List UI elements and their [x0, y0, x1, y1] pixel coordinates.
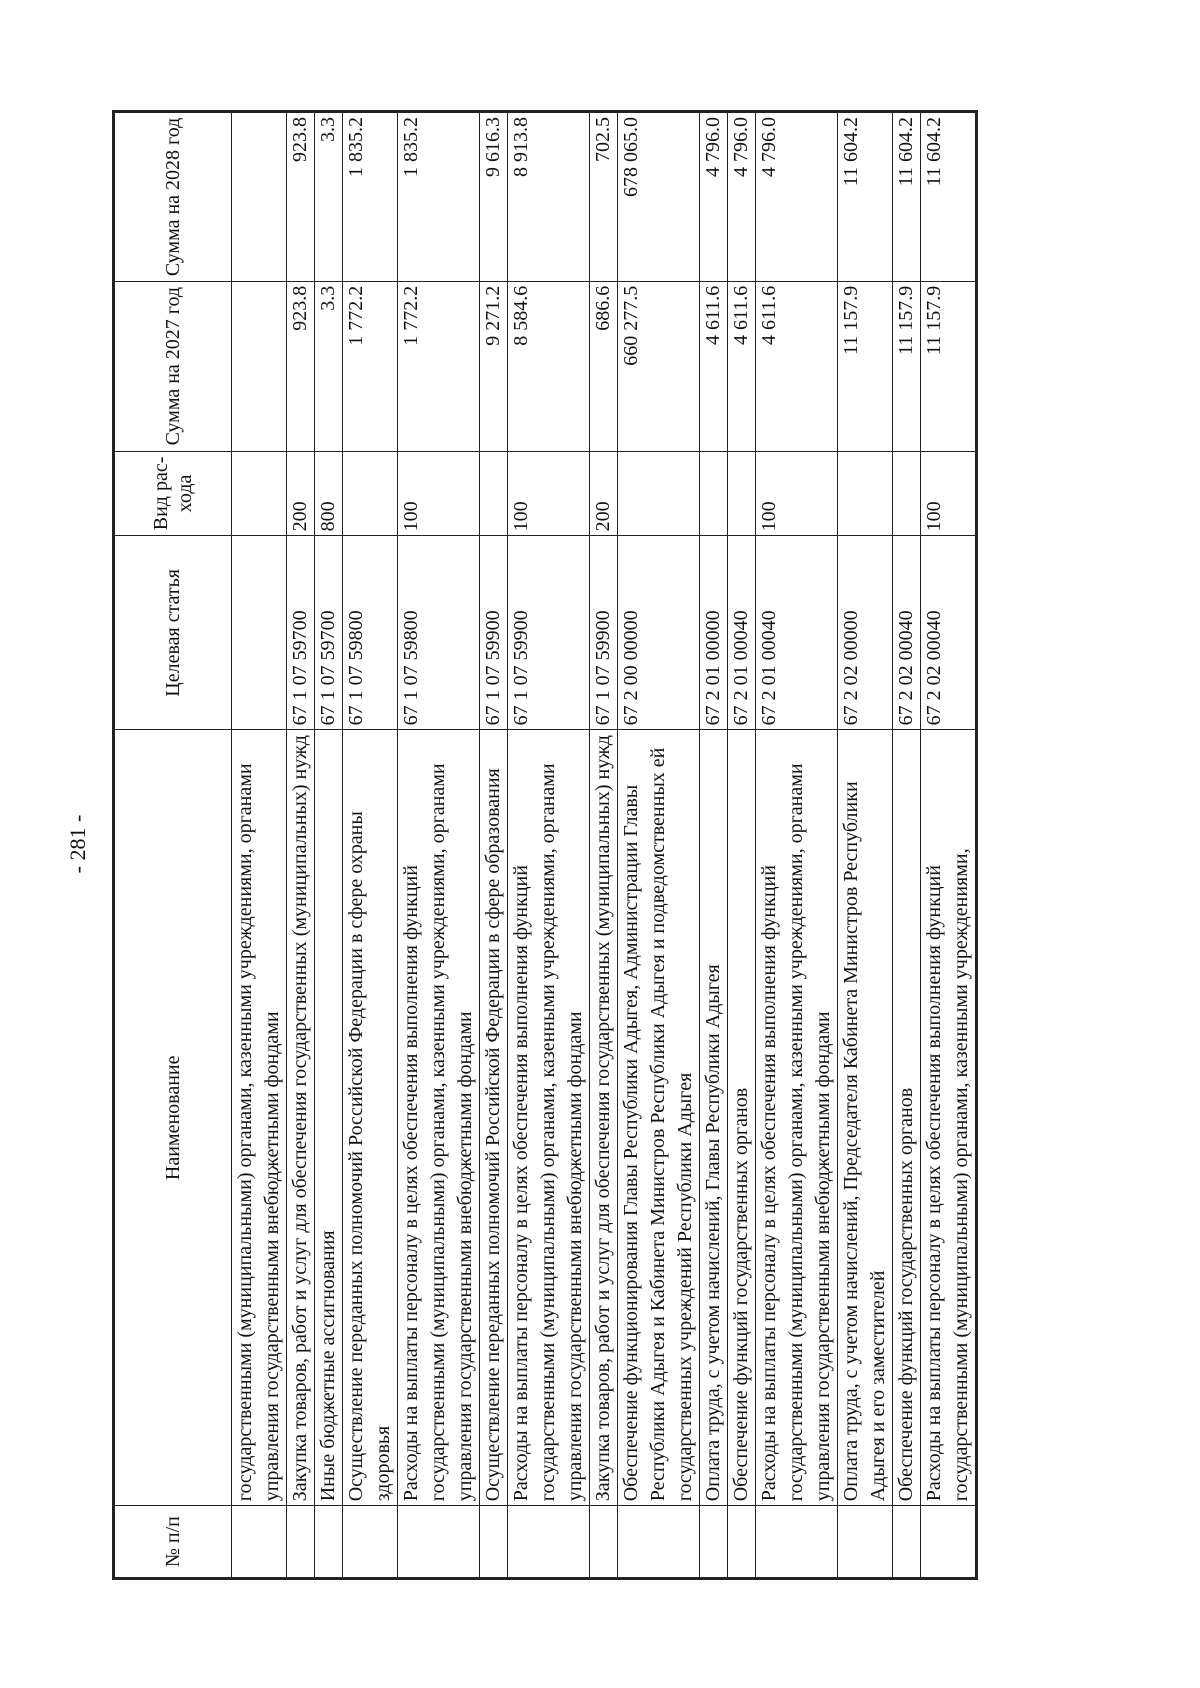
- expense-kind-cell: 200: [287, 451, 315, 536]
- expense-kind-cell: [700, 451, 728, 536]
- table-row: [921, 112, 977, 1579]
- target-article-cell: 67 1 07 59900: [590, 536, 618, 730]
- name-cell: Обеспечение функций государственных органов: [728, 730, 756, 1506]
- sum-2028-cell: 1 835.2: [343, 112, 398, 282]
- sum-2027-cell: 3.3: [315, 281, 343, 451]
- expense-kind-cell: 200: [590, 451, 618, 536]
- target-article-cell: 67 1 07 59900: [480, 536, 508, 730]
- num-cell: [756, 1506, 838, 1579]
- sum-2027-cell: 11 157.9: [838, 281, 893, 451]
- sum-2027-cell: 9 271.2: [480, 281, 508, 451]
- sum-2027-cell: 686.6: [590, 281, 618, 451]
- target-article-cell: 67 2 02 00040: [893, 536, 921, 730]
- name-cell: Обеспечение функционирования Главы Республики Адыгея, Администрации Главы Республики Адыгея и Кабинета Министров Республики Адыгея и подведомственных ей государственных учреждений Республики Адыгея: [618, 730, 700, 1506]
- sum-2027-cell: 11 157.9: [921, 281, 977, 451]
- expense-kind-cell: 100: [398, 451, 480, 536]
- expense-kind-cell: [838, 451, 893, 536]
- num-cell: [232, 1506, 287, 1579]
- sum-2028-cell: [232, 112, 287, 282]
- target-article-cell: 67 1 07 59700: [315, 536, 343, 730]
- num-cell: [700, 1506, 728, 1579]
- num-cell: [618, 1506, 700, 1579]
- table-row: [838, 112, 893, 1579]
- num-cell: [398, 1506, 480, 1579]
- target-article-cell: 67 2 02 00000: [838, 536, 893, 730]
- num-cell: [893, 1506, 921, 1579]
- budget-table-container: [112, 110, 1112, 1580]
- table-row: [728, 112, 756, 1579]
- expense-kind-cell: [232, 451, 287, 536]
- expense-kind-cell: 100: [756, 451, 838, 536]
- header-sum-2028: Сумма на 2028 год: [114, 112, 232, 282]
- name-cell: Обеспечение функций государственных органов: [893, 730, 921, 1506]
- expense-kind-cell: 100: [921, 451, 977, 536]
- sum-2027-cell: 923.8: [287, 281, 315, 451]
- num-cell: [921, 1506, 977, 1579]
- header-sum-2027: Сумма на 2027 год: [114, 281, 232, 451]
- sum-2027-cell: 4 611.6: [756, 281, 838, 451]
- table-row: [480, 112, 508, 1579]
- header-name: Наименование: [114, 730, 232, 1506]
- name-cell: Оплата труда, с учетом начислений, Председателя Кабинета Министров Республики Адыгея и его заместителей: [838, 730, 893, 1506]
- name-cell: Оплата труда, с учетом начислений, Главы Республики Адыгея: [700, 730, 728, 1506]
- sum-2027-cell: [232, 281, 287, 451]
- expense-kind-cell: 800: [315, 451, 343, 536]
- sum-2027-cell: 1 772.2: [398, 281, 480, 451]
- name-cell: Закупка товаров, работ и услуг для обеспечения государственных (муниципальных) нужд: [287, 730, 315, 1506]
- sum-2028-cell: 11 604.2: [893, 112, 921, 282]
- num-cell: [480, 1506, 508, 1579]
- sum-2028-cell: 923.8: [287, 112, 315, 282]
- name-cell: Расходы на выплаты персоналу в целях обеспечения выполнения функций государственными (муниципальными) органами, казенными учреждениями, органами управления государственными внебюджетными фондами: [398, 730, 480, 1506]
- num-cell: [508, 1506, 590, 1579]
- target-article-cell: 67 2 01 00000: [700, 536, 728, 730]
- name-cell: Закупка товаров, работ и услуг для обеспечения государственных (муниципальных) нужд: [590, 730, 618, 1506]
- table-header: [114, 112, 232, 1579]
- num-cell: [315, 1506, 343, 1579]
- num-cell: [343, 1506, 398, 1579]
- expense-kind-cell: [343, 451, 398, 536]
- sum-2028-cell: 1 835.2: [398, 112, 480, 282]
- table-row: [315, 112, 343, 1579]
- sum-2028-cell: 678 065.0: [618, 112, 700, 282]
- sum-2027-cell: 8 584.6: [508, 281, 590, 451]
- table-row: [287, 112, 315, 1579]
- target-article-cell: 67 2 01 00040: [756, 536, 838, 730]
- sum-2028-cell: 9 616.3: [480, 112, 508, 282]
- sum-2028-cell: 8 913.8: [508, 112, 590, 282]
- sum-2027-cell: 1 772.2: [343, 281, 398, 451]
- sum-2028-cell: 702.5: [590, 112, 618, 282]
- sum-2027-cell: 4 611.6: [700, 281, 728, 451]
- num-cell: [838, 1506, 893, 1579]
- target-article-cell: 67 1 07 59800: [343, 536, 398, 730]
- num-cell: [728, 1506, 756, 1579]
- table-row: [508, 112, 590, 1579]
- page-number: - 281 -: [65, 814, 90, 874]
- sum-2028-cell: 4 796.0: [728, 112, 756, 282]
- table-row: [700, 112, 728, 1579]
- num-cell: [287, 1506, 315, 1579]
- target-article-cell: 67 2 01 00040: [728, 536, 756, 730]
- table-row: [590, 112, 618, 1579]
- table-row: [756, 112, 838, 1579]
- target-article-cell: 67 2 00 00000: [618, 536, 700, 730]
- table-row: [343, 112, 398, 1579]
- budget-table: [112, 110, 978, 1580]
- table-body: [232, 112, 977, 1579]
- table-row: [618, 112, 700, 1579]
- header-target-article: Целевая статья: [114, 536, 232, 730]
- sum-2028-cell: 4 796.0: [756, 112, 838, 282]
- header-expense-kind: Вид рас- хода: [114, 451, 232, 536]
- name-cell: Осуществление переданных полномочий Российской Федерации в сфере охраны здоровья: [343, 730, 398, 1506]
- name-cell: Расходы на выплаты персоналу в целях обеспечения выполнения функций государственными (муниципальными) органами, казенными учреждениями, органами управления государственными внебюджетными фондами: [756, 730, 838, 1506]
- sum-2028-cell: 3.3: [315, 112, 343, 282]
- table-row: [398, 112, 480, 1579]
- target-article-cell: 67 1 07 59800: [398, 536, 480, 730]
- name-cell: Расходы на выплаты персоналу в целях обеспечения выполнения функций государственными (муниципальными) органами, казенными учреждениями, органами управления государственными внебюджетными фондами: [508, 730, 590, 1506]
- sum-2027-cell: 11 157.9: [893, 281, 921, 451]
- sum-2028-cell: 4 796.0: [700, 112, 728, 282]
- num-cell: [590, 1506, 618, 1579]
- expense-kind-cell: [893, 451, 921, 536]
- name-cell: Осуществление переданных полномочий Российской Федерации в сфере образования: [480, 730, 508, 1506]
- table-row: [893, 112, 921, 1579]
- expense-kind-cell: [728, 451, 756, 536]
- table-row: [232, 112, 287, 1579]
- target-article-cell: 67 1 07 59900: [508, 536, 590, 730]
- sum-2028-cell: 11 604.2: [921, 112, 977, 282]
- target-article-cell: 67 1 07 59700: [287, 536, 315, 730]
- expense-kind-cell: [618, 451, 700, 536]
- target-article-cell: [232, 536, 287, 730]
- sum-2027-cell: 4 611.6: [728, 281, 756, 451]
- name-cell: государственными (муниципальными) органами, казенными учреждениями, органами управления государственными внебюджетными фондами: [232, 730, 287, 1506]
- expense-kind-cell: [480, 451, 508, 536]
- target-article-cell: 67 2 02 00040: [921, 536, 977, 730]
- name-cell: Расходы на выплаты персоналу в целях обеспечения выполнения функций государственными (муниципальными) органами, казенными учреждениями,: [921, 730, 977, 1506]
- name-cell: Иные бюджетные ассигнования: [315, 730, 343, 1506]
- header-num: № п/п: [114, 1506, 232, 1579]
- expense-kind-cell: 100: [508, 451, 590, 536]
- sum-2028-cell: 11 604.2: [838, 112, 893, 282]
- sum-2027-cell: 660 277.5: [618, 281, 700, 451]
